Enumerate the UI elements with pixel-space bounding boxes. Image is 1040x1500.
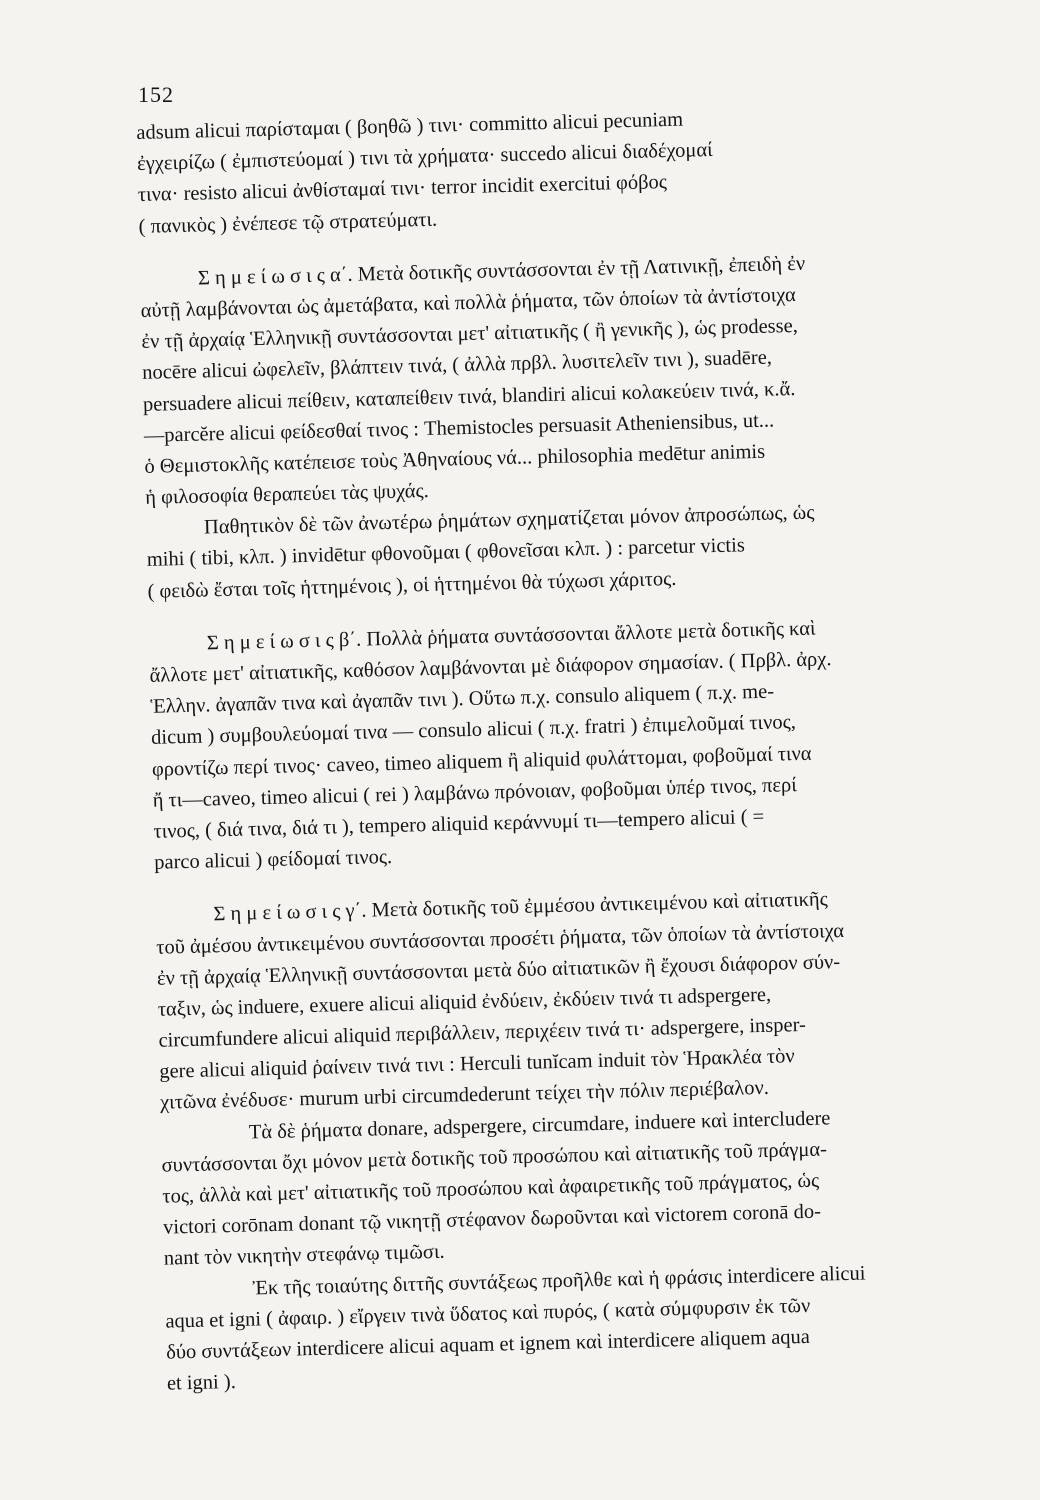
text-line: Ἐκ τῆς τοιαύτης διττῆς συντάξεως προῆλθε καὶ ἡ φράσις interdicere alicui — [252, 1262, 866, 1300]
text-line: δύο συντάξεων interdicere alicui aquam et ignem καὶ interdicere aliquem aqua — [165, 1325, 811, 1364]
text-line: persuadere alicui πείθειν, καταπείθειν τινά, blandiri alicui κολακεύειν τινά, κ.ἄ. — [142, 377, 796, 416]
text-line: parco alicui ) φείδομαί τινος. — [153, 846, 393, 874]
text-line: ἡ φιλοσοφία θεραπεύει τὰς ψυχάς. — [145, 480, 429, 509]
text-line: τινα· resisto alicui ἀνθίσταμαί τινι· terror incidit exercitui φόβος — [137, 171, 668, 207]
text-line: victori corōnam donant τῷ νικητῇ στέφανον δωροῦνται καὶ victorem coronā do- — [162, 1200, 822, 1239]
text-line: Σ η μ ε ί ω σ ι ς γ΄. Μετὰ δοτικῆς τοῦ ἐμμέσου ἀντικειμένου καὶ αἰτιατικῆς — [213, 888, 829, 926]
main-text — [136, 96, 1040, 1400]
text-line: circumfundere alicui aliquid περιβάλλειν, περιχέειν τινά τι· adspergere, insper- — [158, 1013, 807, 1052]
text-line: ἐν τῇ ἀρχαίᾳ Ἑλληνικῇ συντάσσονται μετ' αἰτιατικῆς ( ἢ γενικῆς ), ὡς prodesse, — [141, 315, 799, 354]
text-line: ὁ Θεμιστοκλῆς κατέπεισε τοὺς Ἀθηναίους νά... philosophia medētur animis — [144, 440, 766, 478]
text-line: adsum alicui παρίσταμαι ( βοηθῶ ) τινι· committo alicui pecuniam — [136, 108, 684, 144]
paragraph-intro — [136, 96, 1023, 242]
text-line: φροντίζω περί τινος· caveo, timeo aliquem ἢ aliquid φυλάττομαι, φοβοῦμαί τινα — [151, 742, 812, 781]
text-line: ταξιν, ὡς induere, exuere alicui aliquid ἐνδύειν, ἐκδύειν τινά τι adspergere, — [157, 983, 772, 1021]
text-line: Τὰ δὲ ῥήματα donare, adspergere, circumdare, induere καὶ intercludere — [248, 1106, 831, 1144]
text-line: τινος, ( διά τινα, διά τι ), tempero aliquid κεράννυμί τι—tempero alicui ( = — [153, 805, 765, 843]
text-line: nocēre alicui ὠφελεῖν, βλάπτειν τινά, ( ἀλλὰ πρβλ. λυσιτελεῖν τινι ), suadēre, — [141, 346, 773, 385]
paragraph-note-a — [140, 243, 1030, 514]
text-line: dicum ) συμβουλεύομαί τινα — consulo alicui ( π.χ. fratri ) ἐπιμελοῦμαί τινος, — [150, 711, 797, 750]
text-line: ἄλλοτε μετ' αἰτιατικῆς, καθόσον λαμβάνονται μὲ διάφορον σημασίαν. ( Πρβλ. ἀρχ. — [149, 648, 832, 687]
text-line: aqua et igni ( ἀφαιρ. ) εἴργειν τινὰ ὕδατος καὶ πυρός, ( κατὰ σύμφυρσιν ἐκ τῶν — [165, 1294, 811, 1333]
text-line: et igni ). — [166, 1371, 237, 1395]
paragraph-donare — [160, 1098, 1040, 1275]
paragraph-interdicere — [164, 1254, 1040, 1400]
paragraph-note-c — [155, 879, 1040, 1119]
text-line: τος, ἀλλὰ καὶ μετ' αἰτιατικῆς τοῦ προσώπου καὶ ἀφαιρετικῆς τοῦ πράγματος, ὡς — [162, 1169, 820, 1208]
text-line: ( φειδὼ ἔσται τοῖς ἡττημένοις ), οἱ ἡττημένοι θὰ τύχωσι χάριτος. — [147, 567, 677, 603]
page-number: 152 — [138, 82, 174, 107]
text-line: Ἑλλην. ἀγαπᾶν τινα καὶ ἀγαπᾶν τινι ). Οὕτω π.χ. consulo aliquem ( π.χ. me- — [150, 680, 775, 719]
text-line: χιτῶνα ἐνέδυσε· murum urbi circumdederunt τείχει τὴν πόλιν περιέβαλον. — [159, 1077, 770, 1115]
text-line: Παθητικὸν δὲ τῶν ἀνωτέρω ῥημάτων σχηματίζεται μόνον ἀπροσώπως, ὡς — [203, 501, 815, 539]
text-line: nant τὸν νικητὴν στεφάνῳ τιμῶσι. — [163, 1241, 445, 1271]
text-line: ἐγχειρίζω ( ἐμπιστεύομαί ) τινι τὰ χρήματα· succedo alicui διαδέχομαί — [136, 139, 713, 176]
text-line: αὐτῇ λαμβάνονται ὡς ἀμετάβατα, καὶ πολλὰ ῥήματα, τῶν ὁποίων τὰ ἀντίστοιχα — [140, 283, 796, 322]
text-line: Σ η μ ε ί ω σ ι ς β΄. Πολλὰ ῥήματα συντάσσονται ἄλλοτε μετὰ δοτικῆς καὶ — [206, 617, 816, 655]
text-line: gere alicui aliquid ῥαίνειν τινά τινι : Herculi tunĭcam induit τὸν Ἡρακλέα τὸν — [159, 1045, 795, 1083]
paragraph-note-b — [149, 608, 1039, 879]
text-line: Σ η μ ε ί ω σ ι ς α΄. Μετὰ δοτικῆς συντάσσονται ἐν τῇ Λατινικῇ, ἐπειδὴ ἐν — [197, 252, 806, 290]
text-line: ἐν τῇ ἀρχαίᾳ Ἑλληνικῇ συντάσσονται μετὰ δύο αἰτιατικῶν ἢ ἔχουσι διάφορον σύν- — [156, 950, 841, 990]
text-line: συντάσσονται ὄχι μόνον μετὰ δοτικῆς τοῦ προσώπου καὶ αἰτιατικῆς τοῦ πράγμα- — [161, 1138, 828, 1177]
text-line: —parcĕre alicui φείδεσθαί τινος : Themistocles persuasit Atheniensibus, ut... — [143, 409, 775, 447]
text-line: τοῦ ἀμέσου ἀντικειμένου συντάσσονται προσέτι ῥήματα, τῶν ὁποίων τὰ ἀντίστοιχα — [155, 919, 845, 959]
text-line: ἤ τι—caveo, timeo alicui ( rei ) λαμβάνω πρόνοιαν, φοβοῦμαι ὑπέρ τινος, περί — [152, 773, 797, 812]
text-line: ( πανικὸς ) ἐνέπεσε τῷ στρατεύματι. — [138, 208, 438, 238]
text-line: mihi ( tibi, κλπ. ) invidētur φθονοῦμαι ( φθονεῖσαι κλπ. ) : parcetur victis — [146, 534, 746, 572]
